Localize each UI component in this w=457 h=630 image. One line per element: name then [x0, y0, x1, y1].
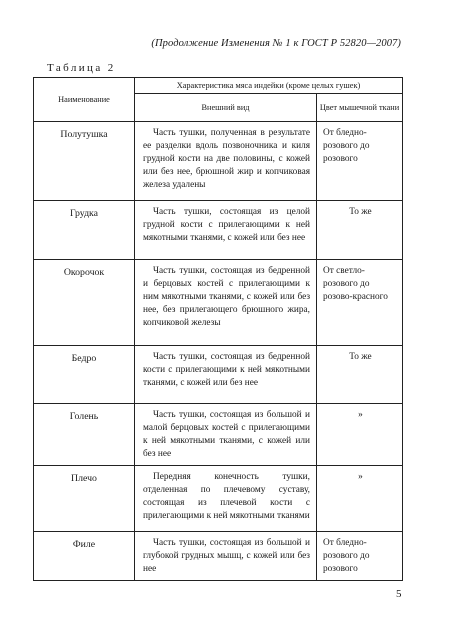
page-number: 5	[396, 588, 402, 600]
table-row	[34, 466, 403, 532]
row-muscle-color: То же	[317, 201, 403, 260]
table-row	[34, 346, 403, 404]
row-name: Полутушка	[34, 122, 135, 201]
column-header-appearance: Внешний вид	[135, 94, 317, 122]
table-row	[34, 201, 403, 260]
row-muscle-color: »	[317, 466, 403, 532]
table-row	[34, 532, 403, 581]
table-caption: Таблица 2	[47, 62, 116, 74]
row-description: Часть тушки, состоящая из большой и малой берцовых костей с прилегающими к ней мякотными тканями, с кожей или без нее	[135, 404, 317, 466]
row-name: Филе	[34, 532, 135, 581]
document-header-note: (Продолжение Изменения № 1 к ГОСТ Р 52820—2007)	[151, 38, 401, 49]
row-name: Окорочок	[34, 260, 135, 346]
row-description: Часть тушки, состоящая из бедренной и берцовых костей с прилегающими к ним мякотными тканями, с кожей или без нее, без прилегающего брюшного жира, копчиковой железы	[135, 260, 317, 346]
row-description: Передняя конечность тушки, отделенная по плечевому суставу, состоящая из плечевой кости с прилегающими к ней мякотными тканями	[135, 466, 317, 532]
row-muscle-color: »	[317, 404, 403, 466]
row-name: Грудка	[34, 201, 135, 260]
row-muscle-color: То же	[317, 346, 403, 404]
row-description: Часть тушки, состоящая из большой и глубокой грудных мышц, с кожей или без нее	[135, 532, 317, 581]
row-muscle-color: От бледно-розового до розового	[317, 532, 403, 581]
row-name: Бедро	[34, 346, 135, 404]
row-name: Голень	[34, 404, 135, 466]
table-row	[34, 122, 403, 201]
row-name: Плечо	[34, 466, 135, 532]
table-row	[34, 404, 403, 466]
row-description: Часть тушки, состоящая из целой грудной кости с прилегающими к ней мякотными тканями, с кожей или без нее	[135, 201, 317, 260]
row-description: Часть тушки, полученная в результате ее разделки вдоль позвоночника и киля грудной кости на две половины, с кожей или без нее, брюшной жир и копчиковая железа удалены	[135, 122, 317, 201]
column-header-characteristic: Характеристика мяса индейки (кроме целых гушек)	[135, 78, 403, 94]
column-header-name: Наименование	[34, 78, 135, 122]
table-row	[34, 260, 403, 346]
column-header-muscle-color: Цвет мышечной ткани	[317, 94, 403, 122]
meat-characteristics-table	[33, 77, 403, 581]
row-muscle-color: От бледно-розового до розового	[317, 122, 403, 201]
row-muscle-color: От светло-розового до розово-красного	[317, 260, 403, 346]
row-description: Часть тушки, состоящая из бедренной кости с прилегающими к ней мякотными тканями, с кожей или без нее	[135, 346, 317, 404]
